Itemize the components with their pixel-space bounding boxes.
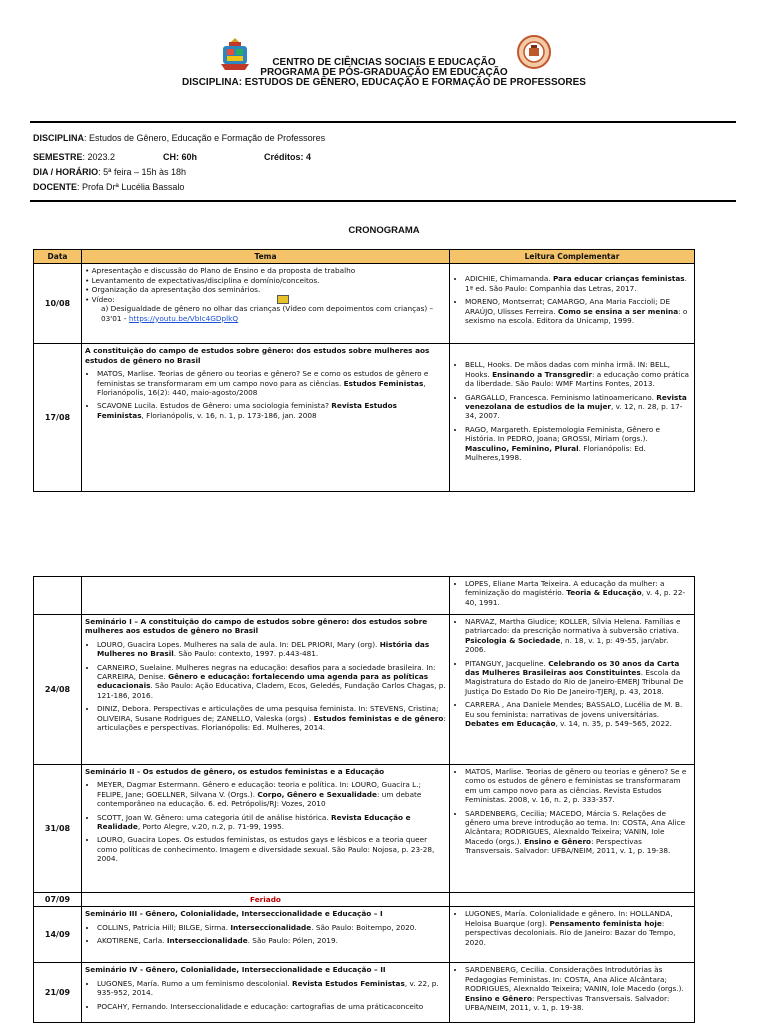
tema-item: • Levantamento de expectativas/disciplina e domínio/conceitos.	[85, 275, 320, 285]
tema-item: • SCAVONE Lucila. Estudos de Gênero: uma sociologia feminista? Revista Estudos Feministas, Florianópolis, v. 16, n. 1, p. 173-186, jan. 2008	[97, 401, 446, 420]
row-date: 07/09	[34, 893, 82, 907]
row-tema	[82, 615, 450, 765]
tema-item: • Vídeo:	[85, 295, 446, 305]
table-row	[34, 577, 695, 615]
row-date: 10/08	[34, 264, 82, 344]
info-dia-horario	[33, 166, 186, 178]
info-docente	[33, 181, 184, 193]
leitura-item: • ADICHIE, Chimamanda. Para educar crianças feministas. 1ª ed. São Paulo: Companhia das Letras, 2017.	[465, 274, 691, 293]
row-leitura	[450, 893, 695, 907]
disciplina-label: DISCIPLINA	[33, 133, 85, 143]
row-leitura	[450, 765, 695, 893]
row-date: 24/08	[34, 615, 82, 765]
schedule-table-part1	[33, 249, 695, 492]
leitura-item: • SARDENBERG, Cecilia; MACEDO, Márcia S. Relações de gênero uma breve introdução ao tema. In: COSTA, Ana Alice Alcântara; RODRIGUES, Alexnaldo Teixeira; VANIN, Iole Macedo (orgs.). Ensino e Gênero: Perspectivas Transversais. Salvador: UFBA/NEIM, 2011, v. 1, p. 19-38.	[465, 809, 691, 856]
tema-item: • POCAHY, Fernando. Interseccionalidade e educação: cartografias de uma práticaconceito	[97, 1002, 446, 1011]
dia-value: : 5ª feira – 15h às 18h	[98, 167, 187, 177]
table-row	[34, 344, 695, 492]
row-date: 21/09	[34, 963, 82, 1023]
leitura-item: • PITANGUY, Jacqueline. Celebrando os 30 anos da Carta das Mulheres Brasileiras aos Constituintes. Escola da Magistratura do Estado do Rio de Janeiro-EMERJ Tribunal De Justiça Do Estado Do Rio De Janeiro-TJERJ, p. 43, 2018.	[465, 659, 691, 697]
leitura-item: • CARRERA , Ana Daniele Mendes; BASSALO, Lucélia de M. B. Eu sou feminista: narrativas de jovens universitárias. Debates em Educação, v. 14, n. 35, p. 549–565, 2022.	[465, 700, 691, 728]
row-tema	[82, 264, 450, 344]
tema-item: • DINIZ, Debora. Perspectivas e articulações de uma pesquisa feminista. In: STEVENS, Cristina; OLIVEIRA, Susane Rodrigues de; ZANELLO, Valeska (orgs) . Estudos feministas e de gênero: articulações e perspectivas. Florianópolis: Ed. Mulheres, 2014.	[97, 704, 446, 732]
row-date: 31/08	[34, 765, 82, 893]
schedule-table-part2	[33, 576, 695, 1023]
row-leitura	[450, 963, 695, 1023]
col-header-data: Data	[34, 250, 82, 264]
youtube-link[interactable]: https://youtu.be/VbIc4GDplkQ	[128, 313, 239, 323]
docente-value: : Profa Drª Lucélia Bassalo	[77, 182, 185, 192]
leitura-item: • BELL, Hooks. De mãos dadas com minha irmã. IN: BELL, Hooks. Ensinando a Transgredir: a educação como prática da liberdade. São Paulo: WMF Martins Fontes, 2013.	[465, 360, 691, 388]
tema-item: • MATOS, Marlise. Teorias de gênero ou teorias e gênero? Se e como os estudos de gênero e feministas se transformaram em um campo novo para as ciências. Estudos Feministas, Florianópolis, 16(2): 440, maio-agosto/2008	[97, 369, 446, 397]
cronograma-title: CRONOGRAMA	[348, 225, 420, 236]
info-creditos: Créditos: 4	[264, 152, 312, 162]
table-row	[34, 615, 695, 765]
col-header-leitura: Leitura Complementar	[450, 250, 695, 264]
semestre-label: SEMESTRE	[33, 152, 83, 162]
seminar-title: A constituição do campo de estudos sobre gênero: dos estudos sobre mulheres aos estudos de gênero no Brasil	[85, 346, 430, 365]
leitura-item: • MATOS, Marlise. Teorias de gênero ou teorias e gênero? Se e como os estudos de gênero e feministas se transformaram em um campo novo para as ciências. Revista Estudos Feministas. 2008, v. 16, n. 2, p. 333-357.	[465, 767, 691, 805]
leitura-item: • SARDENBERG, Cecilia. Considerações Introdutórias às Pedagogias Feministas. In: COSTA, Ana Alice Alcântara; RODRIGUES, Alexnaldo Teixeira; VANIN, Iole Macedo (orgs.). Ensino e Gênero: Perspectivas Transversais. Salvador: UFBA/NEIM, 2011, v. 1, p. 19-38.	[465, 965, 691, 1012]
tema-item: • COLLINS, Patricia Hill; BILGE, Sirma. Interseccionalidade. São Paulo: Boitempo, 2020.	[97, 923, 446, 932]
leitura-item: • NARVAZ, Martha Giudice; KOLLER, Sílvia Helena. Famílias e patriarcado: da prescrição normativa à subversão criativa. Psicologia & Sociedade, n. 18, v. 1, p: 49-55, jan/abr. 2006.	[465, 617, 691, 655]
leitura-item: • LOPES, Eliane Marta Teixeira. A educação da mulher: a feminização do magistério. Teoria & Educação, v. 4, p. 22-40, 1991.	[465, 579, 691, 607]
leitura-item: • GARGALLO, Francesca. Feminismo latinoamericano. Revista venezolana de estudios de la mujer, v. 12, n. 28, p. 17-34, 2007.	[465, 393, 691, 421]
video-icon	[277, 295, 289, 304]
header-program-name: PROGRAMA DE PÓS-GRADUAÇÃO EM EDUCAÇÃO	[260, 67, 508, 78]
row-leitura	[450, 615, 695, 765]
table-row	[34, 963, 695, 1023]
row-leitura	[450, 577, 695, 615]
seminar-title: Seminário IV - Gênero, Colonialidade, Interseccionalidade e Educação – II	[85, 965, 386, 975]
row-date: 14/09	[34, 907, 82, 963]
semestre-value: : 2023.2	[82, 152, 116, 162]
table-row	[34, 264, 695, 344]
seminar-title: Seminário I – A constituição do campo de estudos sobre gênero: dos estudos sobre mulheres aos estudos de gênero no Brasil	[85, 617, 428, 636]
row-date	[34, 577, 82, 615]
top-divider	[30, 121, 736, 123]
disciplina-value: : Estudos de Gênero, Educação e Formação de Professores	[84, 133, 326, 143]
table-row	[34, 893, 695, 907]
row-date: 17/08	[34, 344, 82, 492]
leitura-item: • RAGO, Margareth. Epistemologia Feminista, Gênero e História. In PEDRO, Joana; GROSSI, Miriam (orgs.). Masculino, Feminino, Plural. Florianópolis: Ed. Mulheres,1998.	[465, 425, 691, 463]
row-tema	[82, 765, 450, 893]
tema-item: • CARNEIRO, Suelaine. Mulheres negras na educação: desafios para a sociedade brasileira. In: CARREIRA, Denise. Gênero e educação: fortalecendo uma agenda para as políticas educacionais. São Paulo: Ação Educativa, Cladem, Ecos, Geledés, Fundação Carlos Chagas, p. 121-186, 2016.	[97, 663, 446, 701]
row-tema	[82, 577, 450, 615]
holiday-label: Feriado	[82, 893, 450, 907]
row-tema	[82, 963, 450, 1023]
header-discipline-name: DISCIPLINA: ESTUDOS DE GÊNERO, EDUCAÇÃO E FORMAÇÃO DE PROFESSORES	[182, 77, 586, 88]
seminar-title: Seminário II - Os estudos de gênero, os estudos feministas e a Educação	[85, 767, 385, 776]
tema-item: • SCOTT, Joan W. Gênero: uma categoria útil de análise histórica. Revista Educação e Realidade, Porto Alegre, v.20, n.2, p. 71-99, 1995.	[97, 813, 446, 832]
row-tema	[82, 344, 450, 492]
dia-label: DIA / HORÁRIO	[33, 167, 99, 177]
table-row	[34, 765, 695, 893]
leitura-item: • LUGONES, María. Colonialidade e gênero. In: HOLLANDA, Heloisa Buarque (org). Pensamento feminista hoje: perspectivas decoloniais. Rio de Janeiro: Bazar do Tempo, 2020.	[465, 909, 691, 947]
row-leitura	[450, 344, 695, 492]
seminar-title: Seminário III - Gênero, Colonialidade, Interseccionalidade e Educação – I	[85, 909, 383, 919]
table-row	[34, 907, 695, 963]
tema-item: • LOURO, Guacira Lopes. Os estudos feministas, os estudos gays e lésbicos e a teoria queer como políticas de conhecimento. Imagem e diversidade sexual. São Paulo: Nojosa, p. 23-28, 2004.	[97, 835, 446, 863]
tema-item: • AKOTIRENE, Carla. Interseccionalidade. São Paulo: Pólen, 2019.	[97, 936, 446, 945]
tema-item: • Organização da apresentação dos seminários.	[85, 285, 261, 295]
header-center-name: CENTRO DE CIÊNCIAS SOCIAIS E EDUCAÇÃO	[272, 57, 496, 68]
row-leitura	[450, 264, 695, 344]
info-semestre	[33, 151, 115, 163]
docente-label: DOCENTE	[33, 182, 78, 192]
tema-item: • Apresentação e discussão do Plano de Ensino e da proposta de trabalho	[85, 266, 356, 276]
tema-item: • LUGONES, María. Rumo a um feminismo descolonial. Revista Estudos Feministas, v. 22, p. 935-952, 2014.	[97, 979, 446, 998]
row-tema	[82, 907, 450, 963]
bottom-divider	[30, 200, 736, 202]
info-ch: CH: 60h	[163, 152, 198, 162]
row-leitura	[450, 907, 695, 963]
col-header-tema: Tema	[82, 250, 450, 264]
tema-item: • MEYER, Dagmar Estermann. Gênero e educação: teoria e política. In: LOURO, Guacira L.; FELIPE, Jane; GOELLNER, Silvana V. (Orgs.). Corpo, Gênero e Sexualidade: um debate contemporâneo na educação. 6. ed. Petrópolis/RJ: Vozes, 2010	[97, 780, 446, 808]
info-disciplina	[33, 132, 325, 144]
tema-item: a) Desigualdade de gênero no olhar das crianças (Vídeo com depoimentos com crianças) – 03'01 - https://youtu.be/VbIc4GDplkQ	[101, 304, 434, 323]
tema-item: • LOURO, Guacira Lopes. Mulheres na sala de aula. In: DEL PRIORI, Mary (org). História das Mulheres no Brasil. São Paulo: contexto, 1997. p.443-481.	[97, 640, 446, 659]
leitura-item: • MORENO, Montserrat; CAMARGO, Ana Maria Faccioli; DE ARAÚJO, Ulisses Ferreira. Como se ensina a ser menina: o sexismo na escola. Editora da Unicamp, 1999.	[465, 297, 691, 325]
